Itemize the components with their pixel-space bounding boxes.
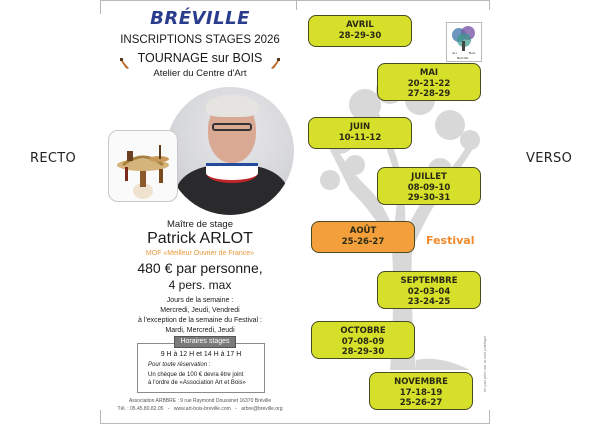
crop-mark bbox=[489, 0, 490, 10]
footer-separator: - bbox=[167, 406, 170, 412]
month-dates: 02-03-04 bbox=[407, 286, 451, 297]
month-name: JUIN bbox=[349, 122, 371, 132]
logo-text: Bois bbox=[469, 51, 476, 55]
art-bois-logo bbox=[446, 22, 482, 62]
month-dates: 25-26-27 bbox=[341, 236, 385, 247]
wood-piece-photo bbox=[108, 130, 178, 202]
days-line: Mardi, Mercredi, Jeudi bbox=[165, 327, 235, 334]
photo-collar bbox=[206, 163, 258, 183]
month-name: NOVEMBRE bbox=[394, 377, 448, 387]
verso-label: VERSO bbox=[526, 151, 573, 166]
turned-wood-sculpture-icon bbox=[109, 131, 177, 201]
days-line: Jours de la semaine : bbox=[166, 297, 234, 304]
hours-box bbox=[137, 338, 265, 393]
month-dates: 08-09-10 bbox=[407, 182, 451, 193]
hours-box-title: Horaires stages bbox=[174, 336, 236, 348]
instructor-title: MOF «Meilleur Ouvrier de France» bbox=[145, 250, 255, 257]
footer-address: Association ARBBRE : 9 rue Raymond Doussinet 16370 Bréville bbox=[128, 398, 272, 404]
month-name: OCTOBRE bbox=[340, 326, 386, 336]
photo-glasses bbox=[212, 123, 252, 131]
footer-email[interactable]: arbre@breville.org bbox=[241, 406, 283, 412]
days-info bbox=[100, 296, 300, 336]
month-name: MAI bbox=[419, 68, 439, 78]
month-dates: 28-29-30 bbox=[341, 347, 385, 357]
price: 480 € par personne, bbox=[137, 260, 263, 276]
month-name: SEPTEMBRE bbox=[400, 276, 458, 286]
logo-text: Bréville bbox=[457, 56, 469, 60]
month-dates: 25-26-27 bbox=[399, 398, 443, 408]
crop-mark bbox=[489, 410, 490, 424]
month-box-mai bbox=[377, 63, 481, 101]
recto-label: RECTO bbox=[30, 151, 76, 166]
footer-contacts bbox=[100, 406, 300, 412]
month-dates: 07-08-09 bbox=[341, 336, 385, 347]
month-dates: 20-21-22 bbox=[407, 78, 451, 89]
month-box-novembre bbox=[369, 372, 473, 410]
tree-logo-icon bbox=[447, 23, 481, 61]
cheque-line: à l'ordre de «Association Art et Bois» bbox=[148, 380, 246, 386]
maitre-label: Maître de stage bbox=[166, 219, 233, 230]
vertical-disclaimer: ne pas jeter sur la voie publique bbox=[482, 335, 487, 392]
month-box-aout bbox=[311, 221, 415, 253]
hours-text: 9 H à 12 H et 14 H à 17 H bbox=[160, 351, 242, 358]
instructor-name: Patrick ARLOT bbox=[147, 230, 253, 247]
inscriptions-title: INSCRIPTIONS STAGES 2026 bbox=[120, 34, 280, 46]
month-box-septembre bbox=[377, 271, 481, 309]
month-dates: 17-18-19 bbox=[399, 387, 443, 398]
tournage-title: TOURNAGE sur BOIS bbox=[137, 51, 263, 65]
month-box-octobre bbox=[311, 321, 415, 359]
footer-separator: - bbox=[235, 406, 237, 412]
month-name: JUILLET bbox=[411, 172, 447, 182]
instructor-photo bbox=[166, 87, 294, 215]
footer-website[interactable]: www.art-bois-breville.com bbox=[173, 406, 231, 412]
month-dates: 28-29-30 bbox=[338, 30, 382, 41]
photo-hair bbox=[206, 95, 258, 117]
brand-title: BRÉVILLE bbox=[150, 8, 250, 29]
month-dates: 10-11-12 bbox=[338, 132, 382, 143]
logo-text: Art bbox=[452, 51, 457, 55]
festival-label: Festival bbox=[426, 234, 475, 247]
atelier-subtitle: Atelier du Centre d'Art bbox=[153, 68, 247, 79]
days-line: Mercredi, Jeudi, Vendredi bbox=[160, 307, 240, 314]
month-dates: 23-24-25 bbox=[407, 297, 451, 307]
reservation-label: Pour toute réservation : bbox=[148, 362, 211, 368]
wood-tool-icon bbox=[120, 58, 130, 70]
month-name: AVRIL bbox=[346, 20, 374, 30]
month-box-juin bbox=[308, 117, 412, 149]
month-name: AOÛT bbox=[349, 226, 377, 236]
month-box-avril bbox=[308, 15, 412, 47]
wood-tool-icon bbox=[270, 58, 280, 70]
month-dates: 29-30-31 bbox=[407, 193, 451, 203]
cheque-line: Un chèque de 100 € devra être joint bbox=[148, 372, 244, 378]
capacity: 4 pers. max bbox=[168, 278, 232, 292]
month-dates: 27-28-29 bbox=[407, 89, 451, 99]
footer-phone: Tél. : 05.45.80.82.05 bbox=[117, 406, 164, 412]
days-line: à l'exception de la semaine du Festival : bbox=[138, 317, 262, 324]
month-box-juillet bbox=[377, 167, 481, 205]
cheque-info bbox=[148, 371, 262, 387]
